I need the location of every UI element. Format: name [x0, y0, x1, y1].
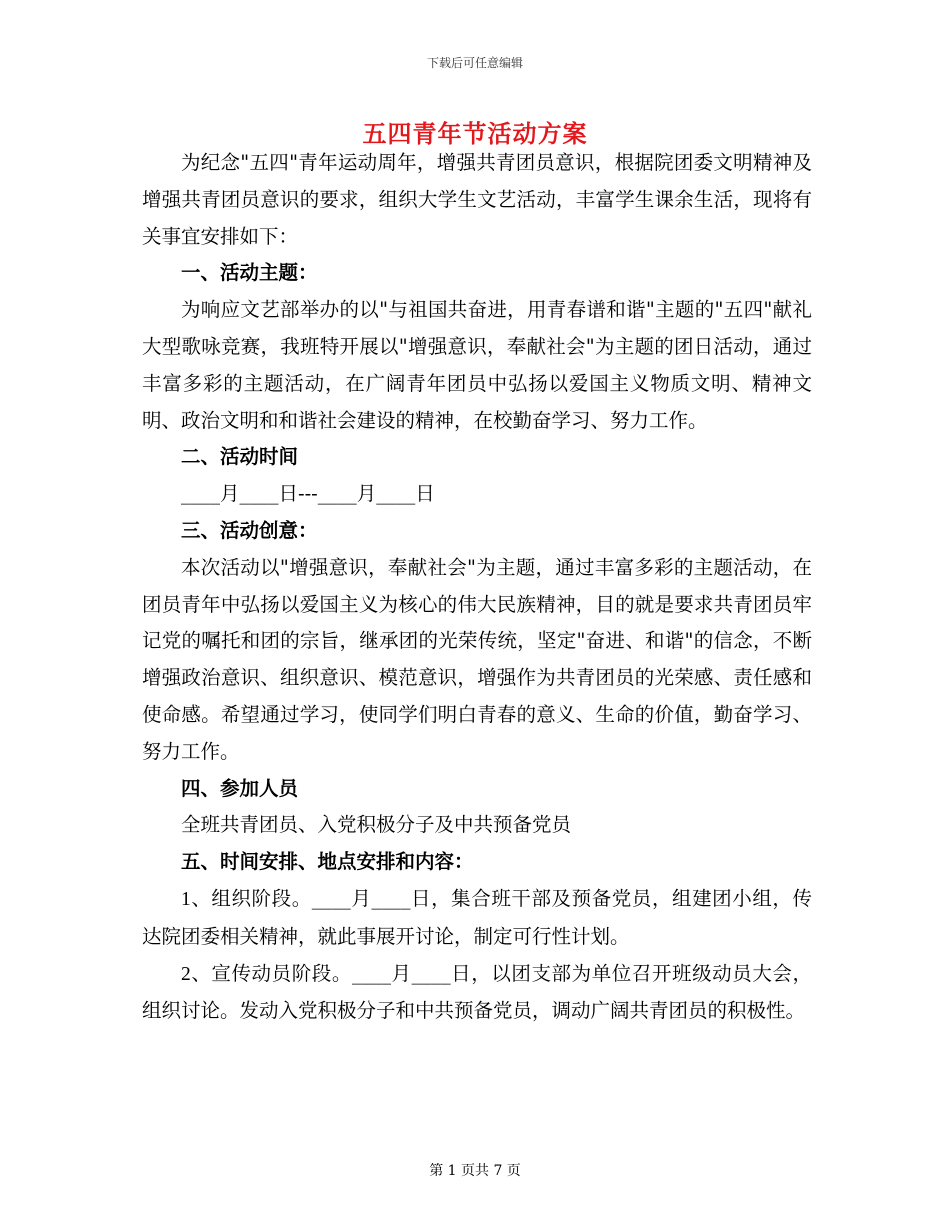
section-2-body: ____月____日---____月____日 — [181, 482, 435, 506]
item-2-number: 2 — [181, 963, 191, 985]
section-3-heading: 三、活动创意： — [181, 518, 318, 542]
section-5-item-2 — [142, 956, 812, 1031]
item-1-text: 、组织阶段。____月____日，集合班干部及预备党员，组建团小组，传达院团委相关精神，就此事展开讨论，制定可行性计划。 — [142, 886, 812, 948]
page-footer: 第 1 页共 7 页 — [429, 1163, 521, 1179]
intro-paragraph: 为纪念"五四"青年运动周年，增强共青团员意识，根据院团委文明精神及增强共青团员意识的要求，组织大学生文艺活动，丰富学生课余生活，现将有关事宜安排如下： — [142, 151, 812, 248]
section-5-item-1 — [142, 881, 812, 956]
document-body — [142, 145, 812, 1030]
document-title: 五四青年节活动方案 — [362, 119, 588, 148]
section-1-heading: 一、活动主题： — [181, 261, 318, 285]
section-4-body: 全班共青团员、入党积极分子及中共预备党员 — [181, 813, 572, 837]
section-2-heading: 二、活动时间 — [181, 445, 299, 469]
section-5-heading: 五、时间安排、地点安排和内容： — [181, 850, 474, 874]
item-2-text: 、宣传动员阶段。____月____日，以团支部为单位召开班级动员大会，组织讨论。发动入党积极分子和中共预备党员，调动广阔共青团员的积极性。 — [142, 961, 812, 1023]
header-note: 下载后可任意编辑 — [426, 56, 523, 70]
section-4-heading: 四、参加人员 — [181, 776, 299, 800]
section-3-body: 本次活动以"增强意识，奉献社会"为主题，通过丰富多彩的主题活动，在团员青年中弘扬以爱国主义为核心的伟大民族精神，目的就是要求共青团员牢记党的嘱托和团的宗旨，继承团的光荣传统，坚定"奋进、和谐"的信念，不断增强政治意识、组织意识、模范意识，增强作为共青团员的光荣感、责任感和使命感。希望通过学习，使同学们明白青春的意义、生命的价值，勤奋学习、努力工作。 — [142, 555, 812, 763]
item-1-number: 1 — [181, 888, 191, 910]
section-1-body: 为响应文艺部举办的以"与祖国共奋进，用青春谱和谐"主题的"五四"献礼大型歌咏竞赛，我班特开展以"增强意识，奉献社会"为主题的团日活动，通过丰富多彩的主题活动，在广阔青年团员中弘扬以爱国主义物质文明、精神文明、政治文明和和谐社会建设的精神，在校勤奋学习、努力工作。 — [142, 298, 812, 432]
